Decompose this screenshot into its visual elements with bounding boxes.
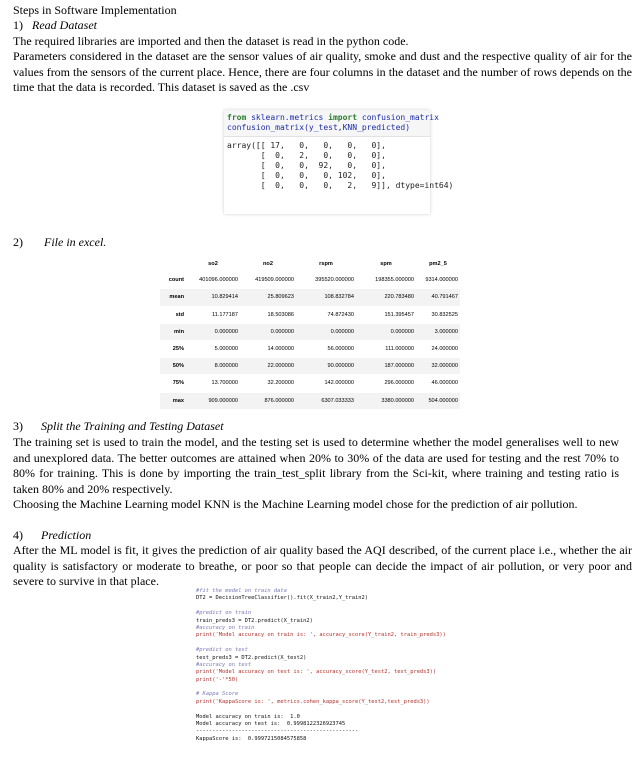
table-cell: 0.000000 <box>186 323 240 340</box>
table-cell: 909.000000 <box>186 392 240 409</box>
code-cell-output <box>224 137 454 195</box>
table-cell: 90.000000 <box>296 358 356 375</box>
section-3-title: Split the Training and Testing Dataset <box>41 419 224 433</box>
code-comment: # Kappa Score <box>196 691 239 698</box>
section-1-paragraph-1: The required libraries are imported and then the dataset is read in the python code. <box>13 34 409 48</box>
table-cell: 40.791467 <box>416 289 460 306</box>
table-cell: 13.700000 <box>186 375 240 392</box>
table-cell: 6307.033333 <box>296 392 356 409</box>
confusion-matrix-code-image <box>224 110 454 214</box>
table-cell: 187.000000 <box>356 358 416 375</box>
code-comment: #predict on test <box>196 647 248 654</box>
table-cell: 876.000000 <box>240 392 296 409</box>
table-cell: 22.000000 <box>240 358 296 375</box>
section-3-heading <box>13 419 224 435</box>
code-line: confusion_matrix(y_test,KNN_predicted) <box>227 123 411 132</box>
document-heading: Steps in Software Implementation <box>13 3 177 17</box>
code-cell-input <box>224 110 439 137</box>
code-line: print('-'*50) <box>196 676 239 683</box>
table-row <box>160 340 460 357</box>
array-line: array([[ 17, 0, 0, 0, 0], <box>227 141 386 150</box>
table-cell: 32.000000 <box>416 358 460 375</box>
table-row <box>160 392 460 409</box>
code-comment: #accuracy on train <box>196 624 255 631</box>
table-cell: 3380.000000 <box>356 392 416 409</box>
section-1-title: Read Dataset <box>32 18 97 32</box>
row-header: count <box>160 272 186 289</box>
array-line: [ 0, 2, 0, 0, 0], <box>227 151 386 160</box>
table-cell: 10.829414 <box>186 289 240 306</box>
code-comment: #predict on train <box>196 610 252 617</box>
column-header: no2 <box>263 261 273 268</box>
row-header: std <box>160 306 186 323</box>
decision-tree-code-image <box>196 588 486 764</box>
table-cell: 9314.000000 <box>416 272 460 289</box>
array-line: [ 0, 0, 0, 2, 9]], dtype=int64) <box>227 181 454 190</box>
section-4-number: 4) <box>13 528 23 542</box>
table-cell: 32.200000 <box>240 375 296 392</box>
table-row <box>160 272 460 289</box>
table-cell: 111.000000 <box>356 340 416 357</box>
table-cell: 0.000000 <box>240 323 296 340</box>
section-4-heading <box>13 528 91 544</box>
code-line: test_preds3 = DT2.predict(X_test2) <box>196 654 307 661</box>
code-import-name: confusion_matrix <box>357 113 439 122</box>
row-header: max <box>160 392 186 409</box>
table-row <box>160 358 460 375</box>
code-module: sklearn.metrics <box>246 113 329 122</box>
code-line: train_preds3 = DT2.predict(X_train2) <box>196 617 313 624</box>
code-blank-line <box>196 684 486 691</box>
row-header: 75% <box>160 375 186 392</box>
table-cell: 24.000000 <box>416 340 460 357</box>
column-header: pm2_5 <box>429 261 447 268</box>
code-line: print('Model accuracy on train is: ', accuracy_score(Y_train2, train_preds3)) <box>196 632 446 639</box>
row-header: min <box>160 323 186 340</box>
table-cell: 504.000000 <box>416 392 460 409</box>
code-keyword: from <box>227 113 247 122</box>
code-comment: #accuracy on test <box>196 661 252 668</box>
table-cell: 108.832784 <box>296 289 356 306</box>
table-cell: 198355.000000 <box>356 272 416 289</box>
code-blank-line <box>196 603 486 610</box>
section-1-paragraph-2: Parameters considered in the dataset are the sensor values of air quality, smoke and dust and the respective quality of air for the values from the sensors of the current place. Hence, there are four columns in the dataset and the number of rows depends on the time that the data is recorded. This dataset is saved as the .csv <box>13 49 632 94</box>
table-cell: 56.000000 <box>296 340 356 357</box>
column-header: so2 <box>208 261 218 268</box>
section-3-number: 3) <box>13 419 23 433</box>
dataset-describe-table <box>160 256 460 410</box>
column-header: spm <box>380 261 392 268</box>
code-blank-line <box>196 640 486 647</box>
table-cell: 74.872430 <box>296 306 356 323</box>
table-cell: 11.177187 <box>186 306 240 323</box>
code-line: print('KappaScore is: ', metrics.cohen_kappa_score(Y_test2,test_preds3)) <box>196 698 430 705</box>
array-line: [ 0, 0, 92, 0, 0], <box>227 161 386 170</box>
table-cell: 296.000000 <box>356 375 416 392</box>
section-2-title: File in excel. <box>44 235 107 249</box>
table-cell: 3.000000 <box>416 323 460 340</box>
table-cell: 142.000000 <box>296 375 356 392</box>
code-output-line: KappaScore is: 0.9997215084575858 <box>196 735 307 742</box>
section-1-heading <box>13 18 97 34</box>
column-header: rspm <box>319 261 333 268</box>
table-cell: 401096.000000 <box>186 272 240 289</box>
table-row <box>160 375 460 392</box>
table-row <box>160 306 460 323</box>
table-cell: 8.000000 <box>186 358 240 375</box>
code-line: print('Model accuracy on test is: ', accuracy_score(Y_test2, test_preds3)) <box>196 669 437 676</box>
table-corner-cell <box>160 256 186 272</box>
array-line: [ 0, 0, 0, 102, 0], <box>227 171 386 180</box>
table-cell: 30.832525 <box>416 306 460 323</box>
code-blank-line <box>196 706 486 713</box>
table-cell: 419509.000000 <box>240 272 296 289</box>
table-header-row <box>160 256 460 272</box>
section-4-title: Prediction <box>41 528 92 542</box>
table-row <box>160 323 460 340</box>
code-output-line: Model accuracy on train is: 1.0 <box>196 713 300 720</box>
table-cell: 46.000000 <box>416 375 460 392</box>
code-output-line: Model accuracy on test is: 0.9998122326923745 <box>196 721 346 728</box>
table-cell: 0.000000 <box>296 323 356 340</box>
table-cell: 395520.000000 <box>296 272 356 289</box>
table-cell: 14.000000 <box>240 340 296 357</box>
table-cell: 18.503086 <box>240 306 296 323</box>
section-3-paragraph-2: Choosing the Machine Learning model KNN is the Machine Learning model chose for the prediction of air pollution. <box>13 497 578 511</box>
code-line: DT2 = DecisionTreeClassifier().fit(X_train2,Y_train2) <box>196 595 369 602</box>
code-comment: #fit the model on train data <box>196 588 287 594</box>
table-row <box>160 289 460 306</box>
table-cell: 5.000000 <box>186 340 240 357</box>
section-3-paragraph-1: The training set is used to train the model, and the testing set is used to determine whether the model generalises well to new and unexplored data. The better outcomes are attained when 20% to 30% of the data are used for testing and the rest 70% to 80% for training. This is done by importing the train_test_split library from the Sci-kit, where training and testing ratio is taken 80% and 20% respectively. <box>13 435 619 496</box>
code-output-line: -------------------------------------------------- <box>196 728 359 735</box>
section-4-paragraph-1: After the ML model is fit, it gives the prediction of air quality based the AQI described, of the current place i.e., whether the air quality is satisfactory or moderate to breathe, or poor so that people can decide the impact of air pollution, or very poor and severe to survive in that place. <box>13 543 632 588</box>
table-cell: 220.783480 <box>356 289 416 306</box>
table-cell: 0.000000 <box>356 323 416 340</box>
section-1-number: 1) <box>13 18 23 32</box>
row-header: mean <box>160 289 186 306</box>
section-2-heading <box>13 235 106 251</box>
section-2-number: 2) <box>13 235 23 249</box>
table-cell: 151.395457 <box>356 306 416 323</box>
table-cell: 25.809623 <box>240 289 296 306</box>
row-header: 50% <box>160 358 186 375</box>
code-line <box>227 113 439 123</box>
code-keyword: import <box>328 113 358 122</box>
row-header: 25% <box>160 340 186 357</box>
